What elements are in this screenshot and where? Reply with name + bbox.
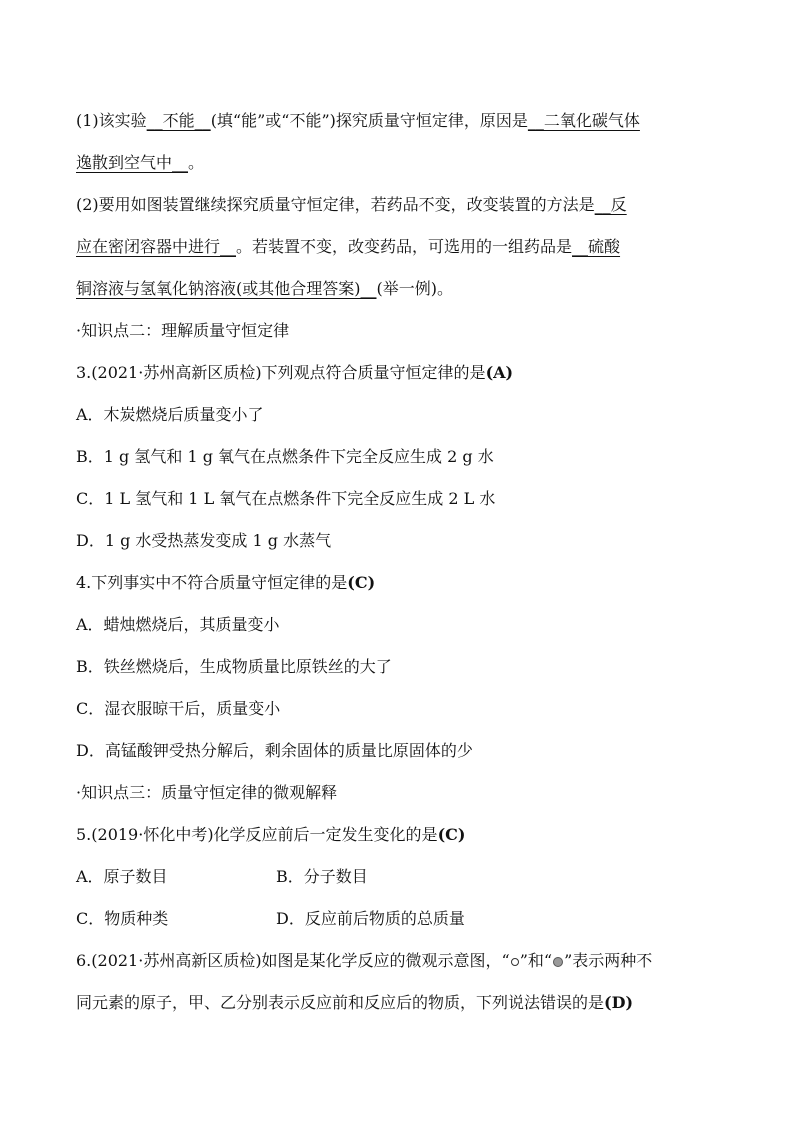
section-heading-3: ·知识点三：质量守恒定律的微观解释 <box>76 783 338 802</box>
q-prev-part1-line1 <box>76 100 722 142</box>
q-prev-part1-text-b: (填“能”或“不能”)探究质量守恒定律，原因是 <box>210 111 528 130</box>
q6-stem-text-d: 同元素的原子，甲、乙分别表示反应前和反应后的物质，下列说法错误的是 <box>76 993 605 1012</box>
q3-stem-text: 3.(2021·苏州高新区质检)下列观点符合质量守恒定律的是 <box>76 363 486 382</box>
q4-answer: (C) <box>347 573 376 592</box>
q-prev-part2-line2 <box>76 226 722 268</box>
q3-option-b: B．1 g 氢气和 1 g 氧气在点燃条件下完全反应生成 2 g 水 <box>76 447 494 466</box>
q-prev-part2-text-c: (举一例)。 <box>376 279 453 298</box>
q-prev-part2-answer-1b: 应在密闭容器中进行__ <box>76 237 237 256</box>
q-prev-part1-answer-1: __不能__ <box>146 111 211 130</box>
q-prev-part2-answer-2b: 铜溶液与氢氧化钠溶液(或其他合理答案)__ <box>76 279 377 298</box>
q6-stem-text-b: ”和“ <box>519 951 553 970</box>
q5-options-row-2 <box>76 898 722 940</box>
q6-stem-text-c: ”表示两种不 <box>564 951 653 970</box>
q5-stem-text: 5.(2019·怀化中考)化学反应前后一定发生变化的是 <box>76 825 438 844</box>
q6-stem-line1 <box>76 940 722 982</box>
q4-stem <box>76 562 722 604</box>
q3-answer: (A) <box>485 363 514 382</box>
q-prev-part2-answer-2a: __硫酸 <box>572 237 621 256</box>
q4-option-b: B．铁丝燃烧后，生成物质量比原铁丝的大了 <box>76 657 392 676</box>
q4-option-a: A．蜡烛燃烧后，其质量变小 <box>76 615 280 634</box>
q4-option-d: D．高锰酸钾受热分解后，剩余固体的质量比原固体的少 <box>76 741 473 760</box>
q5-option-d: D．反应前后物质的总质量 <box>276 909 465 928</box>
q-prev-part2-text-b: 。若装置不变，改变药品，可选用的一组药品是 <box>236 237 573 256</box>
q-prev-part2-line1 <box>76 184 722 226</box>
q-prev-part1-text-c: 。 <box>188 153 205 172</box>
q6-answer: (D) <box>604 993 634 1012</box>
q-prev-part1-answer-2a: __二氧化碳气体 <box>527 111 640 130</box>
q-prev-part2-text-a: (2)要用如图装置继续探究质量守恒定律，若药品不变，改变装置的方法是 <box>76 195 595 214</box>
q4-stem-text: 4.下列事实中不符合质量守恒定律的是 <box>76 573 348 592</box>
section-heading-2: ·知识点二：理解质量守恒定律 <box>76 321 290 340</box>
q5-answer: (C) <box>437 825 466 844</box>
q5-option-a: A．原子数目 <box>76 867 168 886</box>
q3-option-c: C．1 L 氢气和 1 L 氧气在点燃条件下完全反应生成 2 L 水 <box>76 489 496 508</box>
q3-option-d: D．1 g 水受热蒸发变成 1 g 水蒸气 <box>76 531 332 550</box>
q-prev-part1-line2 <box>76 142 722 184</box>
q4-option-c: C．湿衣服晾干后，质量变小 <box>76 699 281 718</box>
q5-options-row-1 <box>76 856 722 898</box>
white-atom-icon <box>511 958 519 966</box>
q3-option-a: A．木炭燃烧后质量变小了 <box>76 405 264 424</box>
q6-stem-text-a: 6.(2021·苏州高新区质检)如图是某化学反应的微观示意图，“ <box>76 951 510 970</box>
q-prev-part1-text-a: (1)该实验 <box>76 111 147 130</box>
q5-option-c: C．物质种类 <box>76 909 169 928</box>
q-prev-part1-answer-2b: 逸散到空气中__ <box>76 153 189 172</box>
q-prev-part2-line3 <box>76 268 722 310</box>
q3-stem <box>76 352 722 394</box>
q6-stem-line2 <box>76 982 722 1024</box>
gray-atom-icon <box>553 957 563 967</box>
q5-stem <box>76 814 722 856</box>
q5-option-b: B．分子数目 <box>276 867 368 886</box>
q-prev-part2-answer-1a: __反 <box>594 195 627 214</box>
worksheet-page <box>76 100 722 1024</box>
